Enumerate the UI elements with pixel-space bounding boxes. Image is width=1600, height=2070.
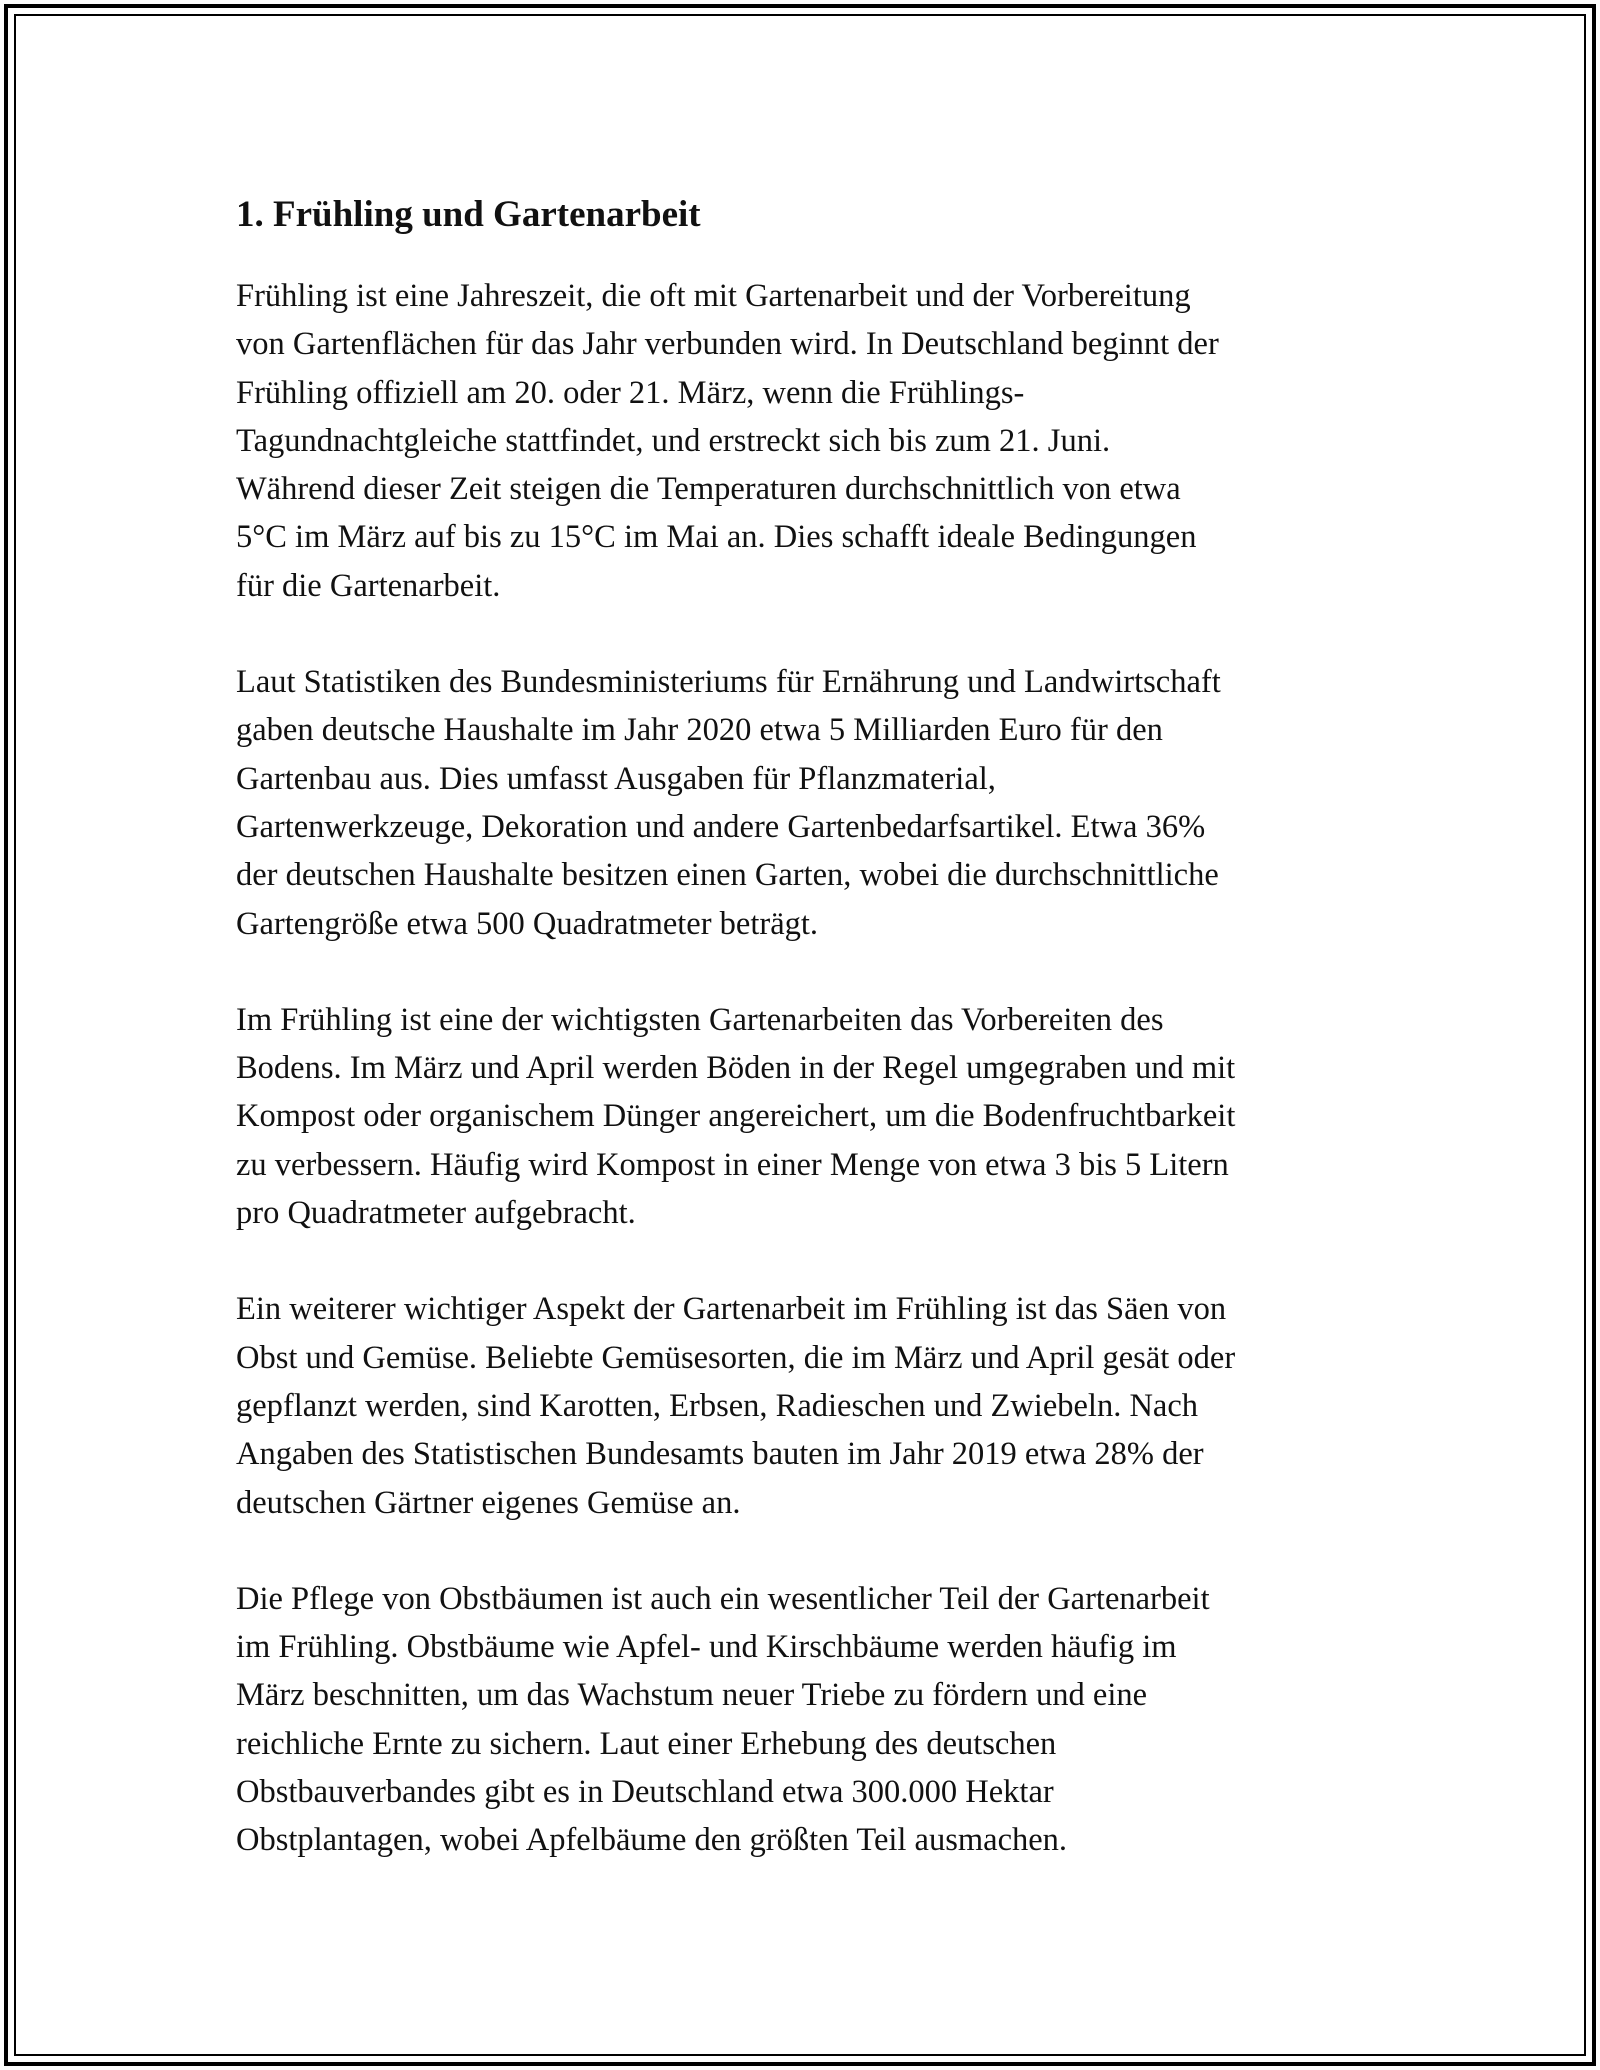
paragraph-line: Laut Statistiken des Bundesministeriums für Ernährung und Landwirtschaft [236,664,1221,701]
paragraph [236,996,1376,1237]
paragraph-line: Bodens. Im März und April werden Böden in der Regel umgegraben und mit [236,1050,1236,1087]
paragraph-line: gepflanzt werden, sind Karotten, Erbsen, Radieschen und Zwiebeln. Nach [236,1387,1199,1424]
paragraph-line: März beschnitten, um das Wachstum neuer Triebe zu fördern und eine [236,1677,1148,1714]
paragraph-line: der deutschen Haushalte besitzen einen Garten, wobei die durchschnittliche [236,857,1219,894]
paragraph-line: Tagundnachtgleiche stattfindet, und erstreckt sich bis zum 21. Juni. [236,422,1111,459]
paragraph [236,1575,1376,1865]
paragraph-line: zu verbessern. Häufig wird Kompost in einer Menge von etwa 3 bis 5 Litern [236,1146,1229,1183]
paragraph-line: reichliche Ernte zu sichern. Laut einer Erhebung des deutschen [236,1725,1057,1762]
paragraph-line: Obstbauverbandes gibt es in Deutschland etwa 300.000 Hektar [236,1774,1054,1811]
paragraph-line: Gartenwerkzeuge, Dekoration und andere Gartenbedarfsartikel. Etwa 36% [236,808,1206,845]
section-heading: 1. Frühling und Gartenarbeit [236,194,701,235]
paragraph-line: Obstplantagen, wobei Apfelbäume den größten Teil ausmachen. [236,1822,1068,1859]
paragraph-line: gaben deutsche Haushalte im Jahr 2020 etwa 5 Milliarden Euro für den [236,712,1163,749]
paragraph-line: Gartenbau aus. Dies umfasst Ausgaben für Pflanzmaterial, [236,760,996,797]
paragraph-line: Während dieser Zeit steigen die Temperaturen durchschnittlich von etwa [236,471,1181,508]
paragraph-line: Ein weiterer wichtiger Aspekt der Gartenarbeit im Frühling ist das Säen von [236,1291,1227,1328]
document-body [236,188,1376,1865]
paragraph [236,272,1376,610]
paragraph-line: von Gartenflächen für das Jahr verbunden wird. In Deutschland beginnt der [236,326,1219,363]
paragraph-line: Angaben des Statistischen Bundesamts bauten im Jahr 2019 etwa 28% der [236,1436,1204,1473]
paragraph-line: Kompost oder organischem Dünger angereichert, um die Bodenfruchtbarkeit [236,1098,1236,1135]
paragraph-line: für die Gartenarbeit. [236,567,501,604]
paragraph-line: Frühling offiziell am 20. oder 21. März, wenn die Frühlings- [236,374,1025,411]
paragraph-list [236,272,1376,1865]
paragraph-line: deutschen Gärtner eigenes Gemüse an. [236,1484,741,1521]
paragraph-line: 5°C im März auf bis zu 15°C im Mai an. Dies schafft ideale Bedingungen [236,519,1197,556]
paragraph-line: pro Quadratmeter aufgebracht. [236,1195,636,1232]
paragraph-line: Die Pflege von Obstbäumen ist auch ein wesentlicher Teil der Gartenarbeit [236,1580,1210,1617]
paragraph-line: Obst und Gemüse. Beliebte Gemüsesorten, die im März und April gesät oder [236,1339,1236,1376]
paragraph [236,1285,1376,1526]
paragraph-line: im Frühling. Obstbäume wie Apfel- und Kirschbäume werden häufig im [236,1629,1177,1666]
paragraph-line: Gartengröße etwa 500 Quadratmeter beträgt. [236,905,819,942]
paragraph-line: Im Frühling ist eine der wichtigsten Gartenarbeiten das Vorbereiten des [236,1001,1164,1038]
paragraph-line: Frühling ist eine Jahreszeit, die oft mit Gartenarbeit und der Vorbereitung [236,278,1191,314]
paragraph [236,658,1376,948]
